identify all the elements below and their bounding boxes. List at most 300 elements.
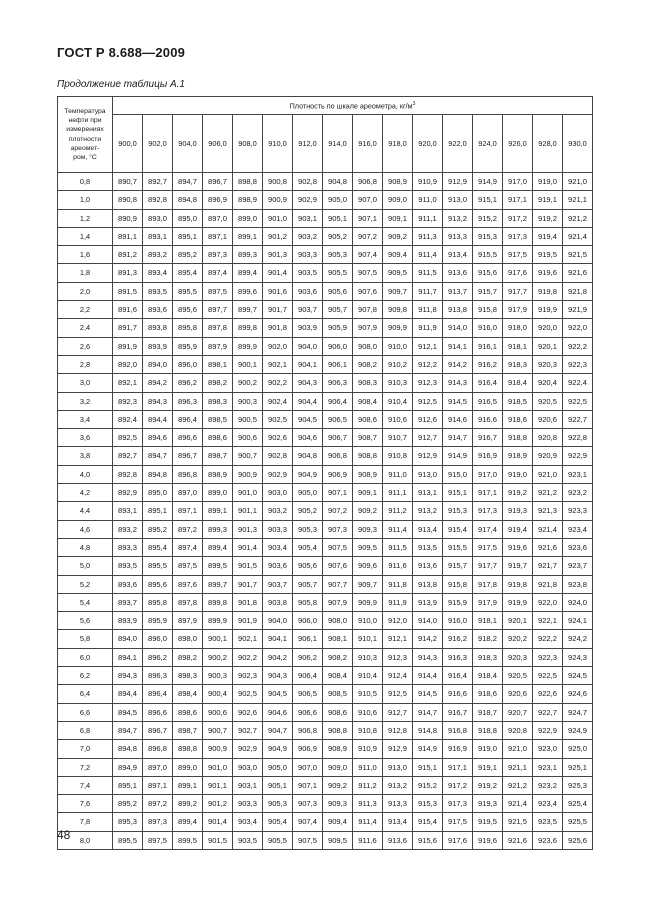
density-cell: 899,3 [203,520,233,538]
temperature-header-line: нефти при [68,117,102,125]
density-cell: 892,3 [113,392,143,410]
temperature-cell: 5,6 [58,612,113,630]
density-cell: 906,9 [293,740,323,758]
density-cell: 904,9 [263,740,293,758]
density-cell: 910,8 [383,447,413,465]
temperature-cell: 6,0 [58,648,113,666]
density-cell: 915,1 [473,191,503,209]
density-cell: 924,2 [563,630,593,648]
density-cell: 910,3 [383,374,413,392]
density-cell: 894,0 [113,630,143,648]
density-cell: 907,0 [293,758,323,776]
density-cell: 918,2 [473,630,503,648]
density-cell: 916,2 [473,355,503,373]
density-cell: 896,2 [143,648,173,666]
density-cell: 911,7 [413,282,443,300]
density-cell: 920,2 [503,630,533,648]
density-cell: 914,6 [443,410,473,428]
temperature-cell: 2,8 [58,355,113,373]
density-cell: 908,6 [353,410,383,428]
density-cell: 914,0 [413,612,443,630]
density-cell: 918,9 [503,447,533,465]
density-cell: 925,0 [563,740,593,758]
density-cell: 899,4 [203,538,233,556]
temperature-cell: 1,2 [58,209,113,227]
density-cell: 905,9 [323,319,353,337]
density-cell: 924,6 [563,685,593,703]
density-cell: 917,0 [503,173,533,191]
density-cell: 901,5 [203,831,233,849]
temperature-cell: 4,8 [58,538,113,556]
temperature-header-line: Температура [64,107,106,115]
density-cell: 909,4 [383,246,413,264]
density-cell: 915,0 [443,465,473,483]
density-column-header: 904,0 [173,115,203,173]
density-cell: 895,5 [143,557,173,575]
temperature-cell: 5,2 [58,575,113,593]
density-cell: 898,7 [173,721,203,739]
table-row [58,685,593,703]
density-cell: 910,8 [353,721,383,739]
density-cell: 895,9 [143,612,173,630]
document-title: ГОСТ Р 8.688—2009 [57,45,186,60]
density-cell: 919,5 [473,813,503,831]
density-cell: 904,2 [263,648,293,666]
density-cell: 917,1 [503,191,533,209]
density-cell: 893,7 [113,593,143,611]
density-cell: 905,4 [293,538,323,556]
density-cell: 907,6 [323,557,353,575]
density-cell: 911,2 [383,502,413,520]
density-cell: 919,8 [533,282,563,300]
density-cell: 900,7 [233,447,263,465]
density-cell: 919,2 [473,776,503,794]
temperature-cell: 6,2 [58,667,113,685]
table-row [58,246,593,264]
density-cell: 925,4 [563,795,593,813]
density-cell: 911,5 [383,538,413,556]
density-cell: 918,4 [503,374,533,392]
density-cell: 894,8 [143,465,173,483]
density-cell: 911,2 [353,776,383,794]
density-cell: 899,0 [233,209,263,227]
temperature-column-header [58,97,113,173]
density-cell: 911,0 [413,191,443,209]
density-cell: 922,3 [533,648,563,666]
density-cell: 909,9 [353,593,383,611]
density-cell: 915,2 [473,209,503,227]
density-cell: 899,7 [233,301,263,319]
density-cell: 897,1 [143,776,173,794]
density-cell: 902,7 [233,721,263,739]
density-cell: 899,5 [173,831,203,849]
density-cell: 923,4 [533,795,563,813]
density-cell: 897,2 [173,520,203,538]
density-cell: 917,9 [473,593,503,611]
density-cell: 906,8 [293,721,323,739]
density-cell: 920,8 [533,429,563,447]
density-cell: 913,6 [413,557,443,575]
temperature-cell: 3,4 [58,410,113,428]
density-cell: 912,8 [383,721,413,739]
density-cell: 907,1 [353,209,383,227]
density-cell: 905,1 [263,776,293,794]
density-cell: 916,7 [473,429,503,447]
density-cell: 901,0 [203,758,233,776]
density-cell: 916,1 [473,337,503,355]
density-cell: 909,9 [383,319,413,337]
density-cell: 893,4 [143,264,173,282]
density-cell: 897,7 [203,301,233,319]
density-cell: 893,3 [113,538,143,556]
density-cell: 896,9 [203,191,233,209]
density-cell: 907,1 [293,776,323,794]
density-cell: 921,0 [533,465,563,483]
density-cell: 915,3 [413,795,443,813]
temperature-cell: 1,0 [58,191,113,209]
density-cell: 898,2 [173,648,203,666]
density-cell: 894,9 [113,758,143,776]
density-cell: 918,6 [503,410,533,428]
density-cell: 893,5 [113,557,143,575]
table-row [58,795,593,813]
density-cell: 902,0 [263,337,293,355]
density-cell: 898,1 [203,355,233,373]
density-cell: 910,3 [353,648,383,666]
density-cell: 919,1 [533,191,563,209]
density-cell: 906,1 [323,355,353,373]
density-cell: 919,9 [533,301,563,319]
density-cell: 911,9 [383,593,413,611]
density-cell: 913,7 [443,282,473,300]
density-cell: 912,9 [413,447,443,465]
density-cell: 894,3 [113,667,143,685]
density-cell: 890,7 [113,173,143,191]
unit-superscript: 3 [412,100,416,107]
density-cell: 909,6 [353,557,383,575]
density-cell: 901,6 [263,282,293,300]
density-cell: 911,6 [353,831,383,849]
density-cell: 895,8 [143,593,173,611]
density-cell: 895,1 [113,776,143,794]
density-cell: 919,3 [473,795,503,813]
density-cell: 923,3 [563,502,593,520]
density-cell: 901,3 [233,520,263,538]
temperature-cell: 1,4 [58,227,113,245]
density-cell: 914,3 [413,648,443,666]
density-cell: 903,7 [293,301,323,319]
density-column-header: 912,0 [293,115,323,173]
density-cell: 892,4 [113,410,143,428]
density-cell: 919,4 [533,227,563,245]
density-cell: 911,0 [353,758,383,776]
temperature-cell: 4,0 [58,465,113,483]
density-cell: 899,5 [203,557,233,575]
density-cell: 903,6 [263,557,293,575]
density-cell: 916,0 [473,319,503,337]
density-cell: 903,0 [263,484,293,502]
density-cell: 896,2 [173,374,203,392]
density-cell: 907,4 [293,813,323,831]
density-cell: 910,6 [353,703,383,721]
density-cell: 921,6 [563,264,593,282]
density-cell: 902,9 [263,465,293,483]
table-row [58,538,593,556]
density-cell: 906,1 [293,630,323,648]
density-cell: 907,5 [293,831,323,849]
density-cell: 920,5 [533,392,563,410]
density-cell: 908,4 [353,392,383,410]
temperature-cell: 5,4 [58,593,113,611]
density-cell: 908,1 [323,630,353,648]
density-cell: 909,3 [323,795,353,813]
density-column-header: 918,0 [383,115,413,173]
density-cell: 916,8 [443,721,473,739]
density-cell: 899,7 [203,575,233,593]
density-column-header: 900,0 [113,115,143,173]
density-cell: 893,8 [143,319,173,337]
density-cell: 907,2 [353,227,383,245]
density-cell: 905,5 [263,831,293,849]
density-cell: 902,5 [233,685,263,703]
density-cell: 914,9 [443,447,473,465]
density-cell: 895,4 [173,264,203,282]
density-cell: 910,6 [383,410,413,428]
temperature-cell: 4,6 [58,520,113,538]
density-cell: 903,6 [293,282,323,300]
density-column-header: 906,0 [203,115,233,173]
temperature-cell: 0,8 [58,173,113,191]
density-cell: 897,1 [203,227,233,245]
density-cell: 922,5 [533,667,563,685]
density-cell: 921,2 [533,484,563,502]
density-cell: 892,7 [143,173,173,191]
density-cell: 905,8 [293,593,323,611]
density-cell: 923,0 [533,740,563,758]
density-cell: 901,0 [263,209,293,227]
density-cell: 910,9 [353,740,383,758]
density-cell: 902,5 [263,410,293,428]
density-cell: 893,5 [143,282,173,300]
density-cell: 910,5 [353,685,383,703]
density-cell: 918,0 [503,319,533,337]
density-cell: 902,6 [233,703,263,721]
density-cell: 903,0 [233,758,263,776]
density-cell: 899,9 [203,612,233,630]
density-cell: 912,5 [413,392,443,410]
density-cell: 912,7 [383,703,413,721]
temperature-cell: 7,0 [58,740,113,758]
density-cell: 892,9 [113,484,143,502]
density-cell: 892,7 [113,447,143,465]
density-cell: 906,4 [323,392,353,410]
density-cell: 914,9 [473,173,503,191]
density-cell: 906,0 [293,612,323,630]
density-cell: 916,2 [443,630,473,648]
table-row [58,758,593,776]
density-cell: 894,5 [113,703,143,721]
density-cell: 923,2 [533,776,563,794]
density-cell: 900,3 [233,392,263,410]
density-cell: 892,5 [113,429,143,447]
density-cell: 897,6 [173,575,203,593]
density-cell: 896,7 [143,721,173,739]
density-cell: 924,1 [563,612,593,630]
density-cell: 896,4 [143,685,173,703]
density-cell: 921,2 [503,776,533,794]
density-cell: 890,8 [113,191,143,209]
density-cell: 909,2 [323,776,353,794]
density-cell: 905,0 [263,758,293,776]
density-cell: 925,6 [563,831,593,849]
density-cell: 913,3 [383,795,413,813]
density-cell: 902,1 [263,355,293,373]
density-cell: 894,7 [143,447,173,465]
density-cell: 921,6 [533,538,563,556]
density-cell: 905,0 [323,191,353,209]
density-cell: 898,3 [203,392,233,410]
density-cell: 915,1 [413,758,443,776]
density-cell: 918,5 [503,392,533,410]
density-cell: 903,4 [233,813,263,831]
density-cell: 906,5 [293,685,323,703]
density-cell: 919,0 [473,740,503,758]
density-cell: 918,7 [473,703,503,721]
density-cell: 900,6 [233,429,263,447]
density-cell: 895,2 [113,795,143,813]
density-cell: 903,5 [233,831,263,849]
density-cell: 908,9 [353,465,383,483]
density-cell: 907,3 [323,520,353,538]
density-cell: 897,4 [203,264,233,282]
density-cell: 923,1 [533,758,563,776]
density-cell: 915,9 [443,593,473,611]
density-cell: 905,0 [293,484,323,502]
density-group-header-text: Плотность по шкале ареометра, кг/м [289,101,413,111]
density-cell: 895,4 [143,538,173,556]
density-cell: 897,2 [143,795,173,813]
table-row [58,337,593,355]
density-cell: 924,7 [563,703,593,721]
density-cell: 899,3 [233,246,263,264]
density-cell: 909,2 [383,227,413,245]
density-cell: 917,1 [473,484,503,502]
density-cell: 917,5 [443,813,473,831]
density-cell: 924,5 [563,667,593,685]
density-cell: 922,6 [533,685,563,703]
table-row [58,392,593,410]
density-cell: 921,1 [563,191,593,209]
density-cell: 910,1 [353,630,383,648]
density-cell: 901,5 [233,557,263,575]
density-cell: 924,0 [563,593,593,611]
density-cell: 919,6 [503,538,533,556]
density-cell: 894,1 [113,648,143,666]
density-cell: 911,6 [383,557,413,575]
density-cell: 897,9 [173,612,203,630]
density-cell: 906,7 [323,429,353,447]
temperature-cell: 5,0 [58,557,113,575]
density-cell: 913,8 [413,575,443,593]
density-cell: 898,3 [173,667,203,685]
density-cell: 918,3 [503,355,533,373]
density-cell: 904,0 [293,337,323,355]
density-cell: 894,6 [143,429,173,447]
density-cell: 919,6 [473,831,503,849]
density-cell: 922,4 [563,374,593,392]
density-cell: 908,0 [323,612,353,630]
table-row [58,173,593,191]
table-row [58,813,593,831]
density-cell: 907,1 [323,484,353,502]
density-cell: 917,6 [443,831,473,849]
density-cell: 917,6 [503,264,533,282]
density-cell: 905,2 [323,227,353,245]
density-cell: 912,3 [413,374,443,392]
density-cell: 898,8 [233,173,263,191]
density-cell: 919,1 [473,758,503,776]
density-cell: 912,9 [443,173,473,191]
density-cell: 915,6 [413,831,443,849]
density-cell: 922,7 [563,410,593,428]
density-cell: 913,3 [443,227,473,245]
density-cell: 896,6 [143,703,173,721]
density-cell: 911,4 [353,813,383,831]
density-cell: 892,0 [113,355,143,373]
temperature-cell: 3,6 [58,429,113,447]
table-row [58,703,593,721]
density-cell: 909,8 [383,301,413,319]
density-cell: 896,0 [173,355,203,373]
density-cell: 893,2 [143,246,173,264]
density-cell: 909,7 [383,282,413,300]
temperature-cell: 8,0 [58,831,113,849]
density-cell: 915,1 [443,484,473,502]
table-row [58,612,593,630]
density-cell: 895,8 [173,319,203,337]
density-cell: 895,2 [143,520,173,538]
density-cell: 897,0 [143,758,173,776]
density-cell: 915,5 [473,246,503,264]
density-cell: 897,0 [173,484,203,502]
density-cell: 896,4 [173,410,203,428]
density-column-header: 926,0 [503,115,533,173]
table-row [58,593,593,611]
density-cell: 912,1 [413,337,443,355]
density-cell: 918,4 [473,667,503,685]
density-cell: 903,8 [263,593,293,611]
density-cell: 899,0 [203,484,233,502]
density-cell: 898,0 [173,630,203,648]
density-cell: 917,1 [443,758,473,776]
density-group-header [113,97,593,115]
density-cell: 922,1 [533,612,563,630]
density-cell: 902,4 [263,392,293,410]
density-cell: 919,6 [533,264,563,282]
density-cell: 909,3 [353,520,383,538]
density-cell: 896,3 [143,667,173,685]
density-cell: 893,6 [143,301,173,319]
density-cell: 896,6 [173,429,203,447]
density-cell: 901,2 [263,227,293,245]
density-cell: 921,6 [503,831,533,849]
density-cell: 915,5 [443,538,473,556]
table-caption: Продолжение таблицы А.1 [57,79,185,90]
density-cell: 915,8 [473,301,503,319]
density-cell: 915,3 [443,502,473,520]
table-row [58,264,593,282]
table-row [58,374,593,392]
